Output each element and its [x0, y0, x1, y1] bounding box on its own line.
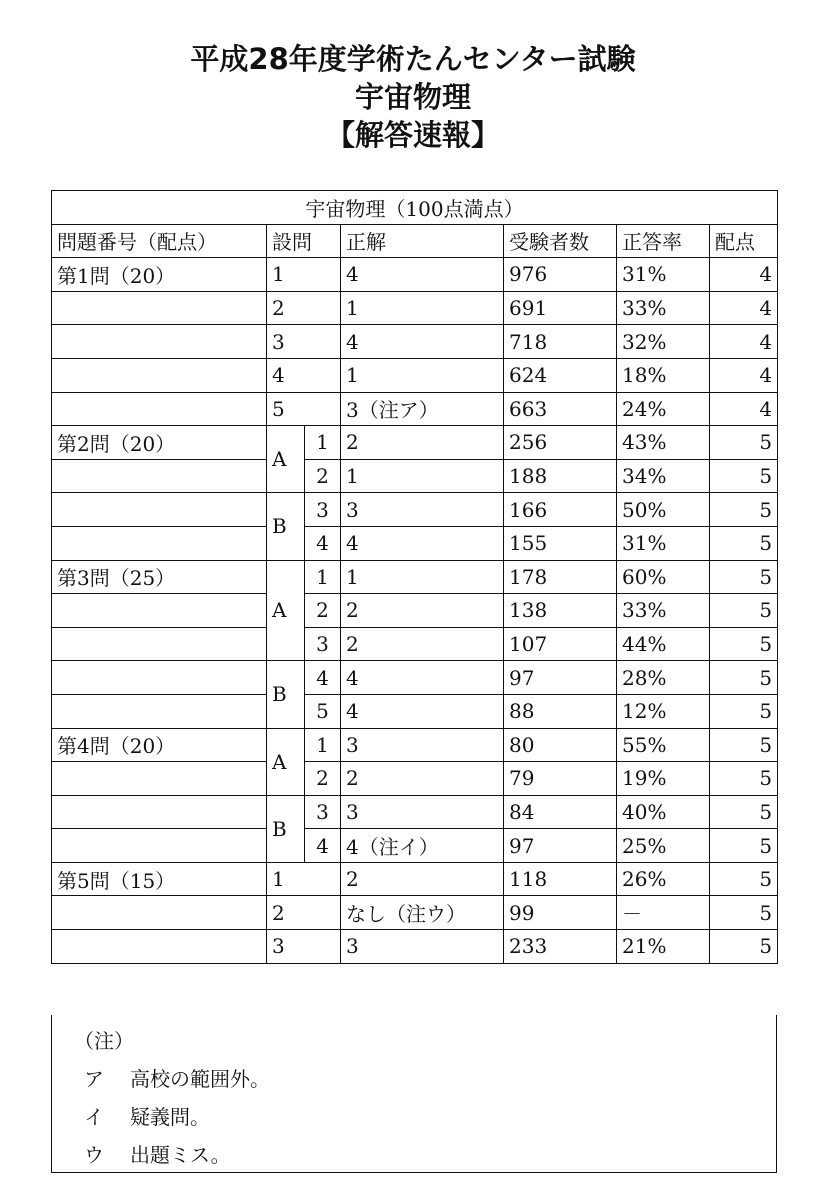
table-row: [52, 392, 778, 426]
rate-cell: 32%: [617, 325, 710, 359]
table-row: [52, 560, 778, 594]
header-rate: 正答率: [617, 224, 710, 258]
examinees-cell: 97: [504, 829, 617, 863]
answer-cell: 1: [341, 358, 504, 392]
note-text: 疑義問。: [130, 1105, 210, 1129]
examinees-cell: 118: [504, 862, 617, 896]
subquestion-cell: 2: [267, 291, 341, 325]
table-row: [52, 358, 778, 392]
part-cell: B: [267, 493, 305, 560]
subquestion-cell: 5: [267, 392, 341, 426]
examinees-cell: 166: [504, 493, 617, 527]
question-cell: [52, 392, 267, 426]
rate-cell: 21%: [617, 930, 710, 964]
table-row: [52, 258, 778, 292]
rate-cell: 28%: [617, 661, 710, 695]
answer-cell: 4: [341, 661, 504, 695]
subquestion-cell: 3: [267, 325, 341, 359]
caption-row: [52, 191, 778, 225]
rate-cell: 33%: [617, 594, 710, 628]
answer-cell: なし（注ウ）: [341, 896, 504, 930]
subquestion-cell: 2: [305, 459, 341, 493]
examinees-cell: 97: [504, 661, 617, 695]
question-cell: [52, 661, 267, 695]
rate-cell: 24%: [617, 392, 710, 426]
table-row: [52, 493, 778, 527]
answer-cell: 3: [341, 795, 504, 829]
subquestion-cell: 1: [305, 728, 341, 762]
points-cell: 5: [710, 829, 778, 863]
question-cell: [52, 493, 267, 527]
notes-box: [51, 1015, 777, 1173]
subquestion-cell: 3: [305, 493, 341, 527]
examinees-cell: 79: [504, 762, 617, 796]
points-cell: 5: [710, 694, 778, 728]
document-title: [0, 40, 826, 154]
answer-cell: 3: [341, 930, 504, 964]
question-cell: [52, 526, 267, 560]
points-cell: 5: [710, 493, 778, 527]
question-cell: [52, 795, 267, 829]
rate-cell: 55%: [617, 728, 710, 762]
question-cell: [52, 896, 267, 930]
rate-cell: 40%: [617, 795, 710, 829]
subquestion-cell: 4: [305, 526, 341, 560]
part-cell: A: [267, 728, 305, 795]
answer-cell: 3（注ア）: [341, 392, 504, 426]
rate-cell: 19%: [617, 762, 710, 796]
table-row: [52, 594, 778, 628]
question-cell: [52, 762, 267, 796]
question-cell: [52, 291, 267, 325]
title-line-bulletin: 【解答速報】: [325, 118, 500, 152]
note-item: [84, 1063, 270, 1092]
subquestion-cell: 2: [305, 594, 341, 628]
subquestion-cell: 3: [267, 930, 341, 964]
rate-cell: 12%: [617, 694, 710, 728]
table-row: [52, 459, 778, 493]
rate-cell: －: [617, 896, 710, 930]
points-cell: 4: [710, 258, 778, 292]
question-cell: 第4問（20）: [52, 728, 267, 762]
table-row: [52, 728, 778, 762]
answer-cell: 2: [341, 862, 504, 896]
answer-cell: 1: [341, 560, 504, 594]
examinees-cell: 718: [504, 325, 617, 359]
answer-cell: 2: [341, 594, 504, 628]
table-row: [52, 762, 778, 796]
table-row: [52, 930, 778, 964]
table-row: [52, 325, 778, 359]
header-examinees: 受験者数: [504, 224, 617, 258]
examinees-cell: 976: [504, 258, 617, 292]
points-cell: 5: [710, 627, 778, 661]
answer-cell: 2: [341, 762, 504, 796]
points-cell: 5: [710, 594, 778, 628]
table-row: [52, 627, 778, 661]
answer-cell: 4（注イ）: [341, 829, 504, 863]
question-cell: [52, 325, 267, 359]
rate-cell: 50%: [617, 493, 710, 527]
subquestion-cell: 5: [305, 694, 341, 728]
answer-cell: 4: [341, 325, 504, 359]
examinees-cell: 88: [504, 694, 617, 728]
examinees-cell: 99: [504, 896, 617, 930]
points-cell: 5: [710, 795, 778, 829]
rate-cell: 43%: [617, 426, 710, 460]
table-row: [52, 795, 778, 829]
subquestion-cell: 3: [305, 627, 341, 661]
subquestion-cell: 1: [305, 426, 341, 460]
question-cell: 第3問（25）: [52, 560, 267, 594]
points-cell: 4: [710, 291, 778, 325]
answer-cell: 1: [341, 291, 504, 325]
notes-heading: （注）: [74, 1029, 134, 1053]
examinees-cell: 663: [504, 392, 617, 426]
rate-cell: 34%: [617, 459, 710, 493]
examinees-cell: 84: [504, 795, 617, 829]
table-row: [52, 694, 778, 728]
rate-cell: 26%: [617, 862, 710, 896]
question-cell: [52, 358, 267, 392]
examinees-cell: 256: [504, 426, 617, 460]
examinees-cell: 155: [504, 526, 617, 560]
points-cell: 5: [710, 459, 778, 493]
answer-cell: 4: [341, 526, 504, 560]
points-cell: 5: [710, 762, 778, 796]
note-mark: イ: [84, 1105, 104, 1129]
part-cell: A: [267, 560, 305, 661]
question-cell: [52, 930, 267, 964]
title-line-exam: 平成28年度学術たんセンター試験: [190, 42, 636, 76]
question-cell: [52, 594, 267, 628]
points-cell: 5: [710, 862, 778, 896]
points-cell: 4: [710, 325, 778, 359]
note-mark: ウ: [84, 1143, 104, 1167]
part-cell: B: [267, 661, 305, 728]
points-cell: 5: [710, 661, 778, 695]
points-cell: 5: [710, 426, 778, 460]
answer-cell: 3: [341, 728, 504, 762]
part-cell: A: [267, 426, 305, 493]
question-cell: [52, 627, 267, 661]
examinees-cell: 233: [504, 930, 617, 964]
subquestion-cell: 3: [305, 795, 341, 829]
question-cell: 第1問（20）: [52, 258, 267, 292]
answer-cell: 4: [341, 694, 504, 728]
table-caption: 宇宙物理（100点満点）: [52, 191, 778, 225]
header-row: [52, 224, 778, 258]
note-item: [84, 1139, 231, 1168]
answer-cell: 1: [341, 459, 504, 493]
note-mark: ア: [84, 1067, 104, 1091]
rate-cell: 60%: [617, 560, 710, 594]
points-cell: 5: [710, 896, 778, 930]
header-question: 問題番号（配点）: [52, 224, 267, 258]
rate-cell: 31%: [617, 258, 710, 292]
examinees-cell: 624: [504, 358, 617, 392]
table-row: [52, 829, 778, 863]
question-cell: [52, 694, 267, 728]
examinees-cell: 691: [504, 291, 617, 325]
subquestion-cell: 2: [267, 896, 341, 930]
examinees-cell: 80: [504, 728, 617, 762]
table-row: [52, 526, 778, 560]
table-row: [52, 661, 778, 695]
points-cell: 5: [710, 930, 778, 964]
subquestion-cell: 1: [267, 258, 341, 292]
examinees-cell: 188: [504, 459, 617, 493]
answer-cell: 2: [341, 426, 504, 460]
subquestion-cell: 4: [305, 661, 341, 695]
subquestion-cell: 2: [305, 762, 341, 796]
rate-cell: 33%: [617, 291, 710, 325]
subquestion-cell: 4: [267, 358, 341, 392]
rate-cell: 44%: [617, 627, 710, 661]
answer-cell: 2: [341, 627, 504, 661]
question-cell: [52, 829, 267, 863]
examinees-cell: 178: [504, 560, 617, 594]
part-cell: B: [267, 795, 305, 862]
examinees-cell: 107: [504, 627, 617, 661]
table-row: [52, 426, 778, 460]
question-cell: [52, 459, 267, 493]
title-line-subject: 宇宙物理: [354, 80, 471, 114]
header-answer: 正解: [341, 224, 504, 258]
table-row: [52, 862, 778, 896]
note-text: 出題ミス。: [130, 1143, 231, 1167]
points-cell: 5: [710, 526, 778, 560]
subquestion-cell: 1: [305, 560, 341, 594]
table-row: [52, 291, 778, 325]
points-cell: 5: [710, 560, 778, 594]
points-cell: 5: [710, 728, 778, 762]
points-cell: 4: [710, 392, 778, 426]
table-row: [52, 896, 778, 930]
answer-cell: 3: [341, 493, 504, 527]
header-points: 配点: [710, 224, 778, 258]
answer-cell: 4: [341, 258, 504, 292]
question-cell: 第2問（20）: [52, 426, 267, 460]
rate-cell: 25%: [617, 829, 710, 863]
rate-cell: 18%: [617, 358, 710, 392]
examinees-cell: 138: [504, 594, 617, 628]
rate-cell: 31%: [617, 526, 710, 560]
note-item: [84, 1101, 210, 1130]
subquestion-cell: 4: [305, 829, 341, 863]
subquestion-cell: 1: [267, 862, 341, 896]
points-cell: 4: [710, 358, 778, 392]
note-text: 高校の範囲外。: [130, 1067, 270, 1091]
header-sub: 設問: [267, 224, 341, 258]
question-cell: 第5問（15）: [52, 862, 267, 896]
results-table: [51, 190, 778, 964]
